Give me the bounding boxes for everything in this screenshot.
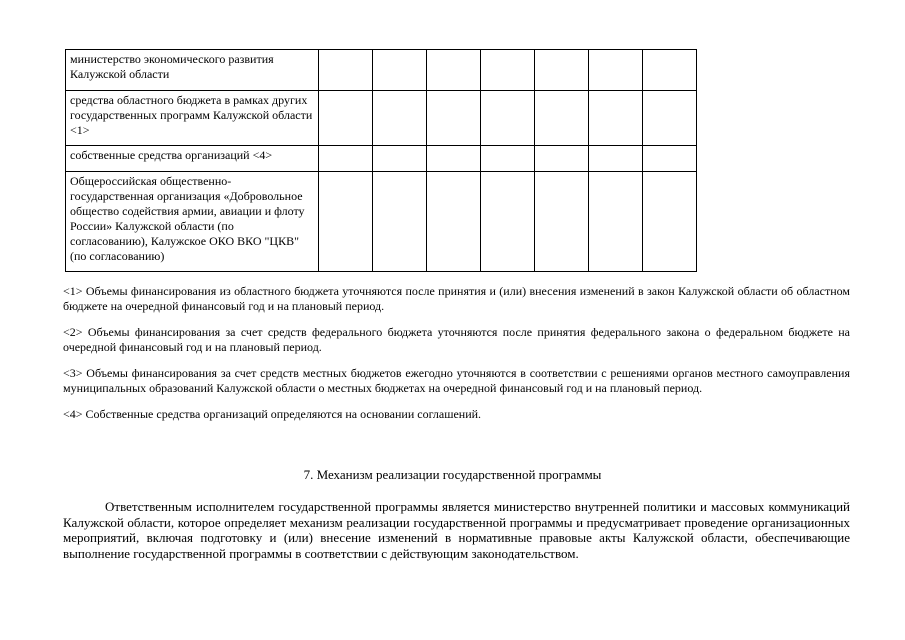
table-row xyxy=(66,50,697,91)
table-cell xyxy=(643,172,697,272)
section-paragraph: Ответственным исполнителем государственной программы является министерство внутренней политики и массовых коммуникаций Калужской области, которое определяет механизм реализации государственной программы и предусматривает проведение организационных мероприятий, включая подготовку и (или) внесение изменений в нормативные правовые акты Калужской области, обеспечивающие выполнение государственной программы в соответствии с действующим законодательством. xyxy=(63,499,850,561)
table-cell xyxy=(589,91,643,146)
section-body xyxy=(63,499,850,561)
table-cell xyxy=(589,146,643,172)
table-cell xyxy=(589,172,643,272)
table-cell xyxy=(319,172,373,272)
table-cell xyxy=(535,172,589,272)
table-row xyxy=(66,91,697,146)
table-cell xyxy=(535,50,589,91)
table-cell xyxy=(427,146,481,172)
row-label: средства областного бюджета в рамках других государственных программ Калужской области <1> xyxy=(66,91,319,146)
table-cell xyxy=(481,146,535,172)
table-row xyxy=(66,172,697,272)
row-label: министерство экономического развития Калужской области xyxy=(66,50,319,91)
table-cell xyxy=(319,50,373,91)
financing-table xyxy=(65,49,697,272)
table-cell xyxy=(319,91,373,146)
footnote-3: <3> Объемы финансирования за счет средств местных бюджетов ежегодно уточняются в соответствии с решениями органов местного самоуправления муниципальных образований Калужской области о местных бюджетах на очередной финансовый год и на плановый период. xyxy=(63,366,850,395)
table-cell xyxy=(373,91,427,146)
table-cell xyxy=(589,50,643,91)
table-cell xyxy=(643,146,697,172)
table-cell xyxy=(373,50,427,91)
footnotes xyxy=(63,284,850,433)
table-cell xyxy=(481,172,535,272)
table-cell xyxy=(427,50,481,91)
footnote-2: <2> Объемы финансирования за счет средств федерального бюджета уточняются после принятия федерального закона о федеральном бюджете на очередной финансовый год и на плановый период. xyxy=(63,325,850,354)
footnote-4: <4> Собственные средства организаций определяются на основании соглашений. xyxy=(63,407,482,421)
footnote-1: <1> Объемы финансирования из областного бюджета уточняются после принятия и (или) внесения изменений в закон Калужской области об областном бюджете на очередной финансовый год и на плановый период. xyxy=(63,284,850,313)
table-cell xyxy=(481,50,535,91)
table-cell xyxy=(427,172,481,272)
table-row xyxy=(66,146,697,172)
table-cell xyxy=(319,146,373,172)
table-cell xyxy=(643,91,697,146)
row-label: Общероссийская общественно-государственная организация «Добровольное общество содействия армии, авиации и флоту России» Калужской области (по согласованию), Калужское ОКО ВКО "ЦКВ" (по согласованию) xyxy=(66,172,319,272)
table-cell xyxy=(373,146,427,172)
row-label: собственные средства организаций <4> xyxy=(66,146,319,172)
table-cell xyxy=(643,50,697,91)
table-cell xyxy=(481,91,535,146)
table-cell xyxy=(427,91,481,146)
table-cell xyxy=(535,146,589,172)
table-cell xyxy=(535,91,589,146)
table-cell xyxy=(373,172,427,272)
section-heading: 7. Механизм реализации государственной программы xyxy=(303,467,602,482)
